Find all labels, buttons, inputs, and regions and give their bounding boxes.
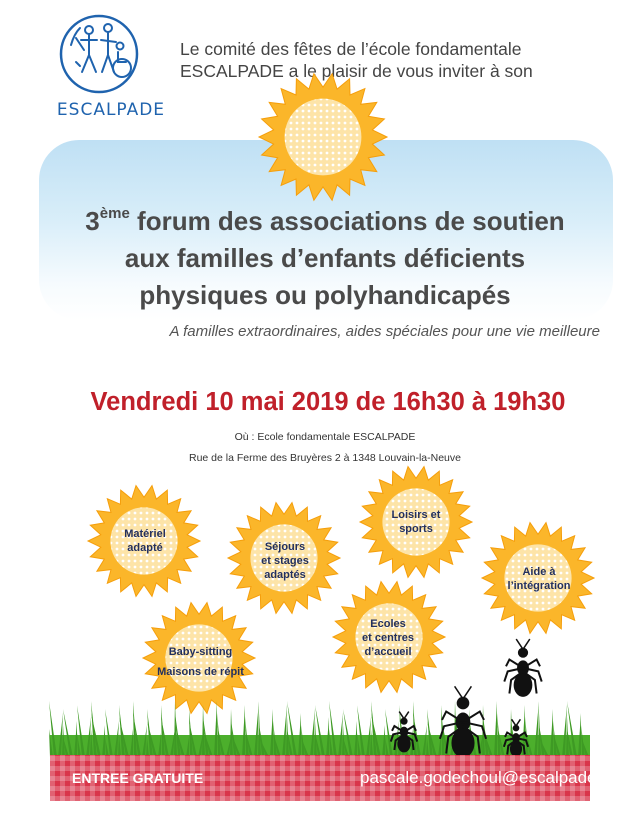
flower-1-line-3: adaptés [264,569,306,581]
title-line-1-text: forum des associations de soutien [137,206,565,236]
flower-4-line-1: Ecoles [370,618,406,630]
title-line-2: aux familles d’enfants déficients [124,243,526,273]
free-entry-label: ENTREE GRATUITE [72,770,204,786]
title-ordinal: ème [99,205,130,222]
flower-3-line-2: l’intégration [507,580,571,592]
invitation-line-2: ESCALPADE a le plaisir de vous inviter à son [180,61,533,81]
logo-name: ESCALPADE [56,100,166,120]
flower-label-baby-sitting [148,645,253,679]
flower-label-loisirs [371,508,461,536]
subtitle: A familles extraordinaires, aides spéciales pour une vie meilleure [169,323,600,340]
flower-4-line-3: d’accueil [364,646,412,658]
flower-5-line-2: Maisons de répit [157,666,244,678]
flower-2-line-1: Loisirs et [391,509,441,521]
flower-4-line-2: et centres [362,632,414,644]
flower-1-line-2: et stages [261,555,309,567]
invitation-line-1: Le comité des fêtes de l’école fondamentale [180,39,522,59]
flower-label-aide [494,565,584,593]
event-date: Vendredi 10 mai 2019 de 16h30 à 19h30 [90,388,566,416]
title-line-1 [40,195,610,240]
flower-2-line-2: sports [399,523,433,535]
event-address: Rue de la Ferme des Bruyères 2 à 1348 Louvain-la-Neuve [189,452,461,464]
flower-label-ecoles [343,617,433,659]
flower-0-line-1: Matériel [124,528,166,540]
flower-3-line-1: Aide à [522,566,556,578]
flower-1-line-1: Séjours [264,541,306,553]
title-line-3: physiques ou polyhandicapés [139,280,511,310]
flower-label-sejours [240,540,330,582]
forum-title [40,195,610,314]
flower-5-line-1: Baby-sitting [168,646,233,658]
flower-label-materiel [100,527,190,555]
sun-top [259,74,387,201]
contact-email[interactable]: pascale.godechoul@escalpade.be [360,768,621,787]
flower-0-line-2: adapté [127,542,163,554]
title-number: 3 [85,206,100,236]
event-location: Où : Ecole fondamentale ESCALPADE [234,431,416,443]
